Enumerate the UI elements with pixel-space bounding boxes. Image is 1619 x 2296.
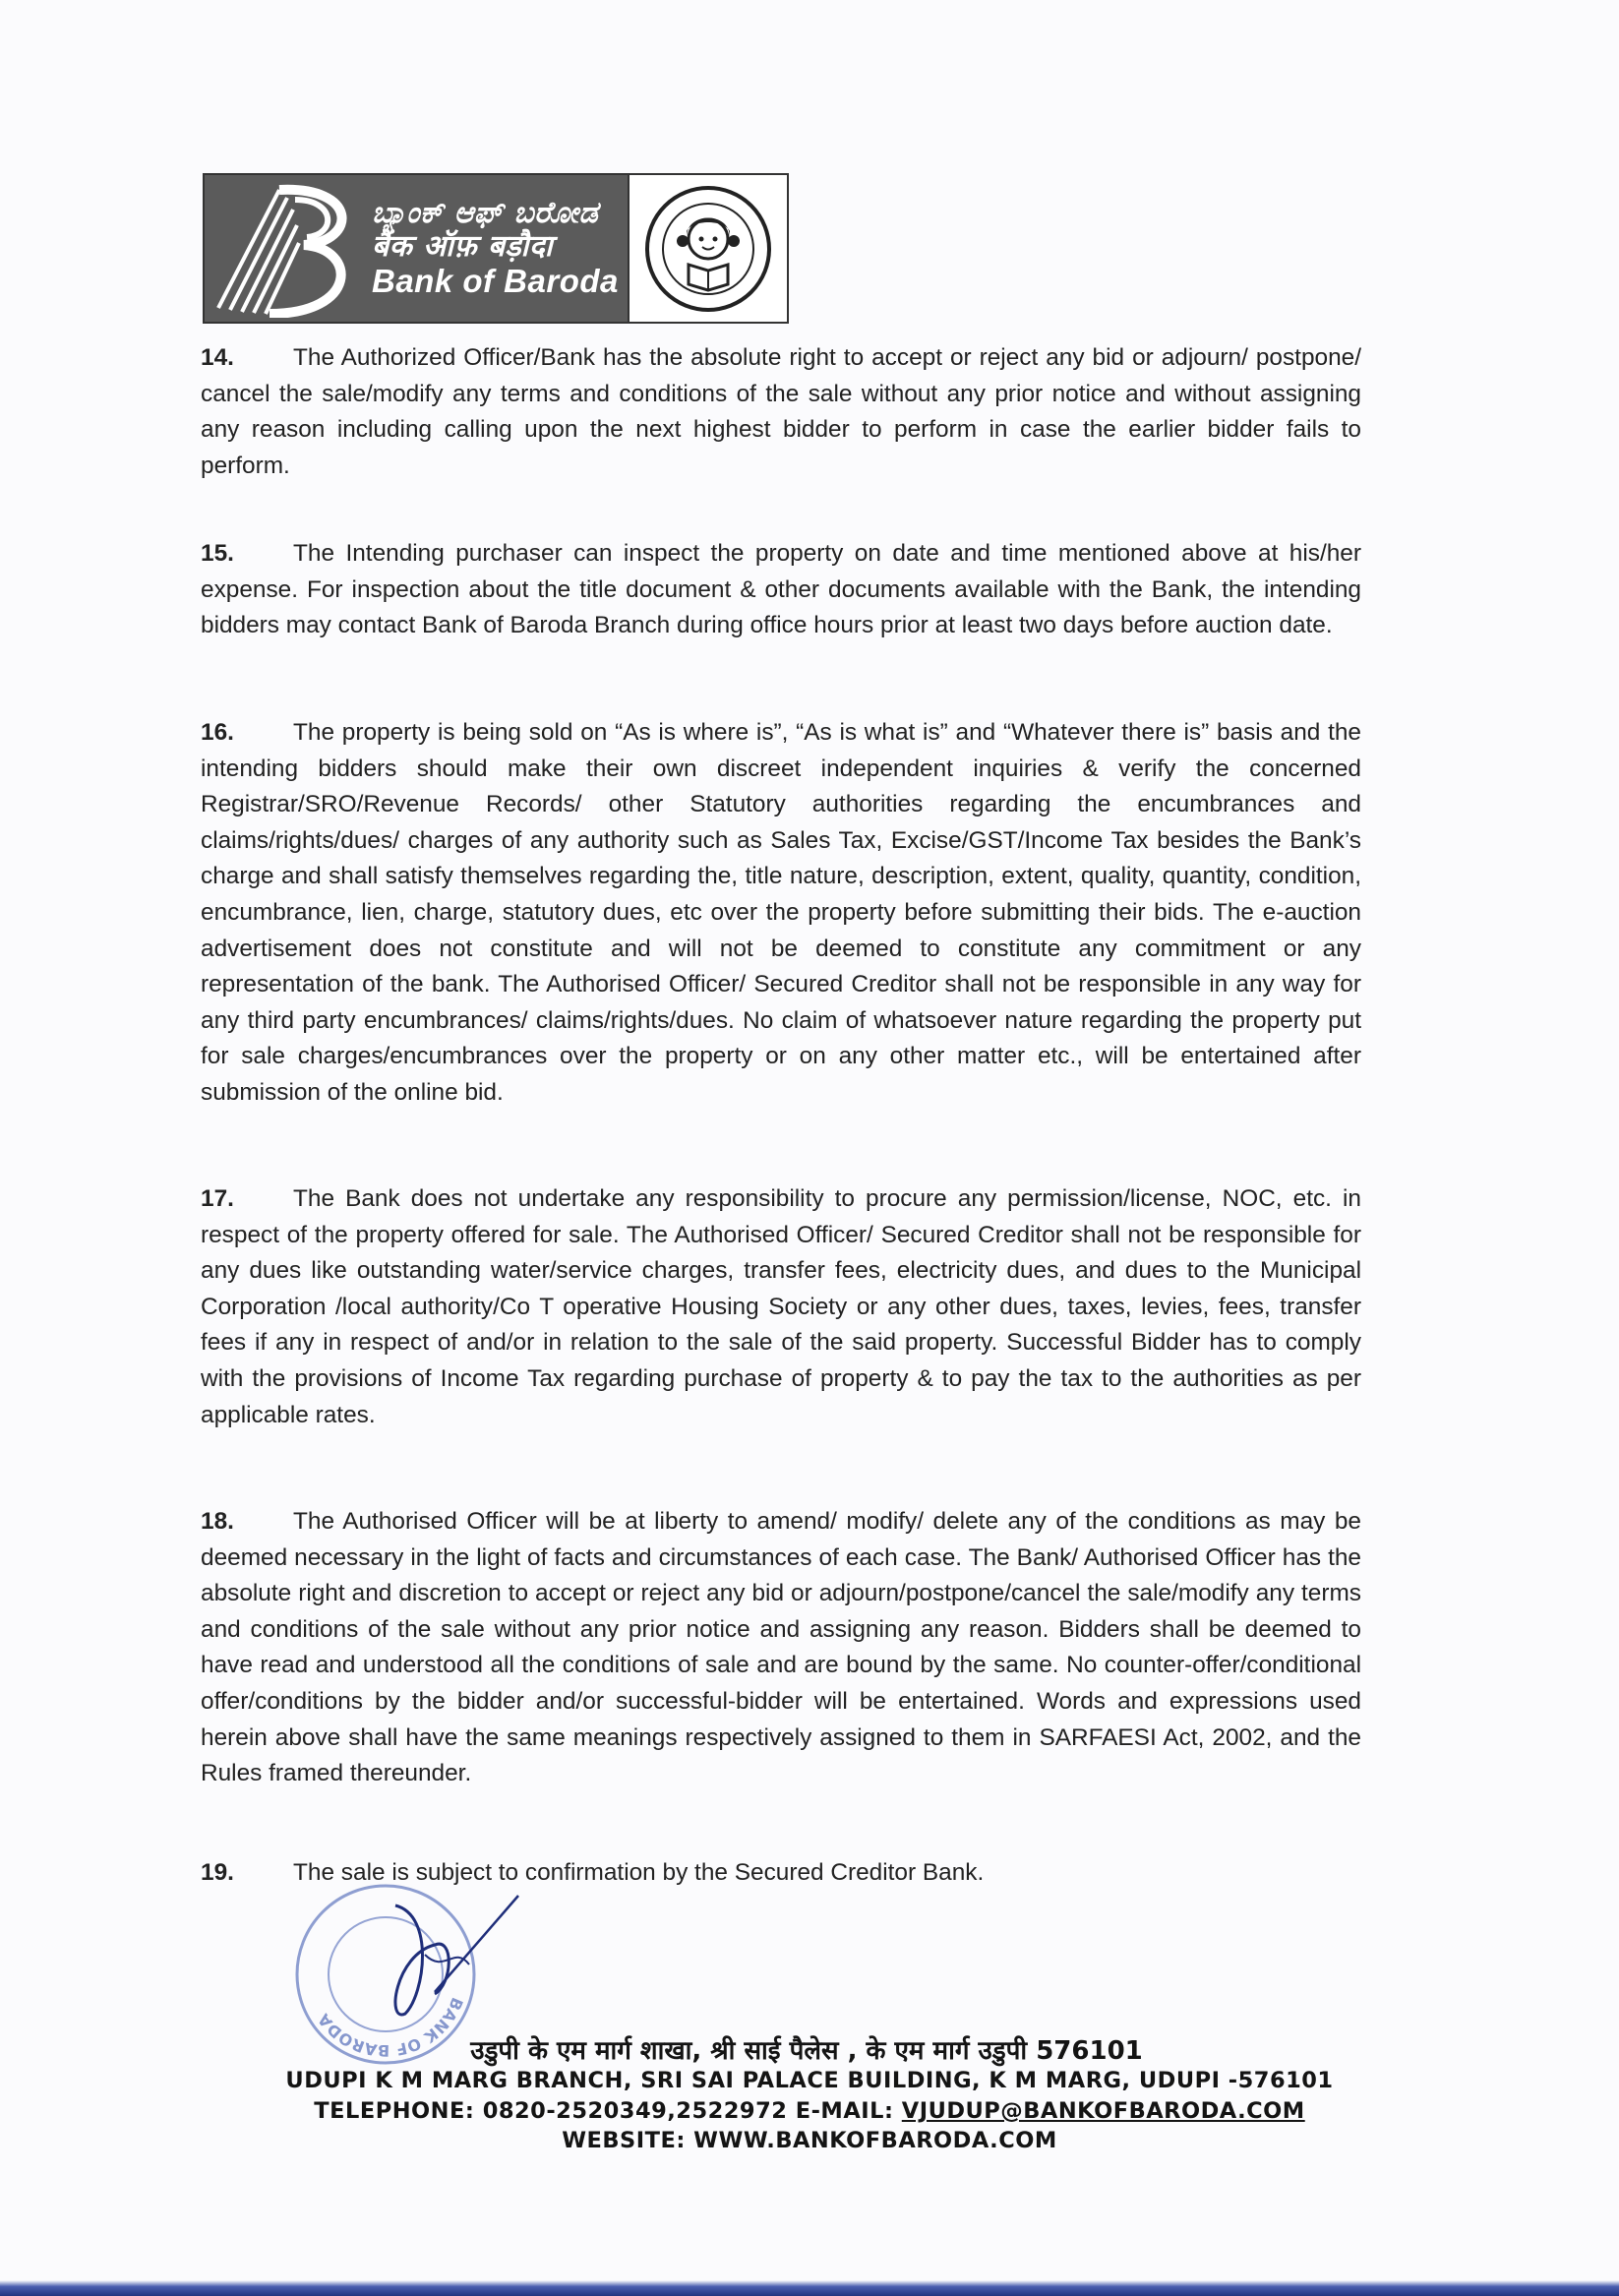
footer-telephone: TELEPHONE: 0820-2520349,2522972 E-MAIL: — [314, 2098, 902, 2124]
clause-14 — [201, 340, 1361, 484]
footer-hindi-address: उडुपी के एम मार्ग शाखा, श्री साई पैलेस , के एम मार्ग उडुपी 576101 — [470, 2036, 1143, 2066]
bank-logo-banner — [205, 175, 628, 322]
girl-child-emblem — [628, 175, 787, 322]
girl-child-emblem-icon — [641, 182, 775, 316]
footer-email-link[interactable]: VJUDUP@BANKOFBARODA.COM — [901, 2098, 1305, 2124]
logo-text-english: Bank of Baroda — [372, 262, 619, 299]
footer-english-address: UDUPI K M MARG BRANCH, SRI SAI PALACE BUILDING, K M MARG, UDUPI -576101 — [285, 2068, 1334, 2093]
clause-18 — [201, 1504, 1361, 1792]
clause-number: 19. — [201, 1859, 234, 1886]
clause-16 — [201, 715, 1361, 1112]
logo-text-hindi: बैंक ऑफ़ बड़ौदा — [372, 229, 554, 265]
footer-contact — [0, 2098, 1619, 2124]
scan-bottom-edge — [0, 2280, 1619, 2296]
clause-text: The Intending purchaser can inspect the property on date and time mentioned above at his/her expense. For inspection about the title document & other documents available with the Bank, the intending bidders may contact Bank of Baroda Branch during office hours prior at least two days before auction date. — [201, 540, 1361, 639]
clause-number: 18. — [201, 1508, 234, 1535]
seal-ring-text: BANK OF BARODA — [314, 1994, 467, 2061]
clause-text: The Authorised Officer will be at liberty to amend/ modify/ delete any of the conditions as may be deemed necessary in the light of facts and circumstances of each case. The Bank/ Authorised Officer has the absolute right and discretion to accept or reject any bid or adjourn/postpone/cancel the sale/modify any terms and conditions of the sale without any prior notice and assigning any reason. Bidders shall be deemed to have read and understood all the conditions of sale and are bound by the same. No counter-offer/conditional offer/conditions by the bidder and/or successful-bidder will be entertained. Words and expressions used herein above shall have the same meanings respectively assigned to them in SARFAESI Act, 2002, and the Rules framed thereunder. — [201, 1508, 1361, 1787]
clause-text: The sale is subject to confirmation by the Secured Creditor Bank. — [293, 1859, 985, 1886]
clause-text: The Authorized Officer/Bank has the absolute right to accept or reject any bid or adjourn/ postpone/ cancel the sale/modify any terms and conditions of the sale without any prior notice and without assigning any reason including calling upon the next highest bidder to perform in case the earlier bidder fails to perform. — [201, 344, 1361, 479]
clause-number: 17. — [201, 1185, 234, 1212]
clause-number: 15. — [201, 540, 234, 567]
clause-17 — [201, 1181, 1361, 1433]
baroda-sun-icon — [210, 180, 358, 318]
clause-number: 16. — [201, 719, 234, 746]
clause-text: The property is being sold on “As is where is”, “As is what is” and “Whatever there is” basis and the intending bidders should make their own discreet independent inquiries & verify the concerned Registrar/SRO/Revenue Records/ other Statutory authorities regarding the encumbrances and claims/rights/dues/ charges of any authority such as Sales Tax, Excise/GST/Income Tax besides the Bank’s charge and shall satisfy themselves regarding the, title nature, description, extent, quality, quantity, condition, encumbrance, lien, charge, statutory dues, etc over the property before submitting their bids. The e-auction advertisement does not constitute and will not be deemed to constitute any commitment or any representation of the bank. The Authorised Officer/ Secured Creditor shall not be responsible in any way for any third party encumbrances/ claims/rights/dues. No claim of whatsoever nature regarding the property put for sale charges/encumbrances over the property or on any other matter etc., will be entertained after submission of the online bid. — [201, 719, 1361, 1106]
bank-logo-header — [203, 173, 789, 324]
clause-text: The Bank does not undertake any responsibility to procure any permission/license, NOC, etc. in respect of the property offered for sale. The Authorised Officer/ Secured Creditor shall not be responsible for any dues like outstanding water/service charges, transfer fees, electricity dues, and dues to the Municipal Corporation /local authority/Co T operative Housing Society or any other dues, taxes, levies, fees, transfer fees if any in respect of and/or in relation to the sale of the said property. Successful Bidder has to comply with the provisions of Income Tax regarding purchase of property & to pay the tax to the authorities as per applicable rates. — [201, 1185, 1361, 1428]
clause-15 — [201, 536, 1361, 644]
footer-website[interactable]: WEBSITE: WWW.BANKOFBARODA.COM — [562, 2128, 1057, 2153]
clause-number: 14. — [201, 344, 234, 371]
logo-text-kannada: ಬ್ಯಾಂಕ್ ಆಫ್ ಬರೋಡ — [372, 196, 599, 231]
